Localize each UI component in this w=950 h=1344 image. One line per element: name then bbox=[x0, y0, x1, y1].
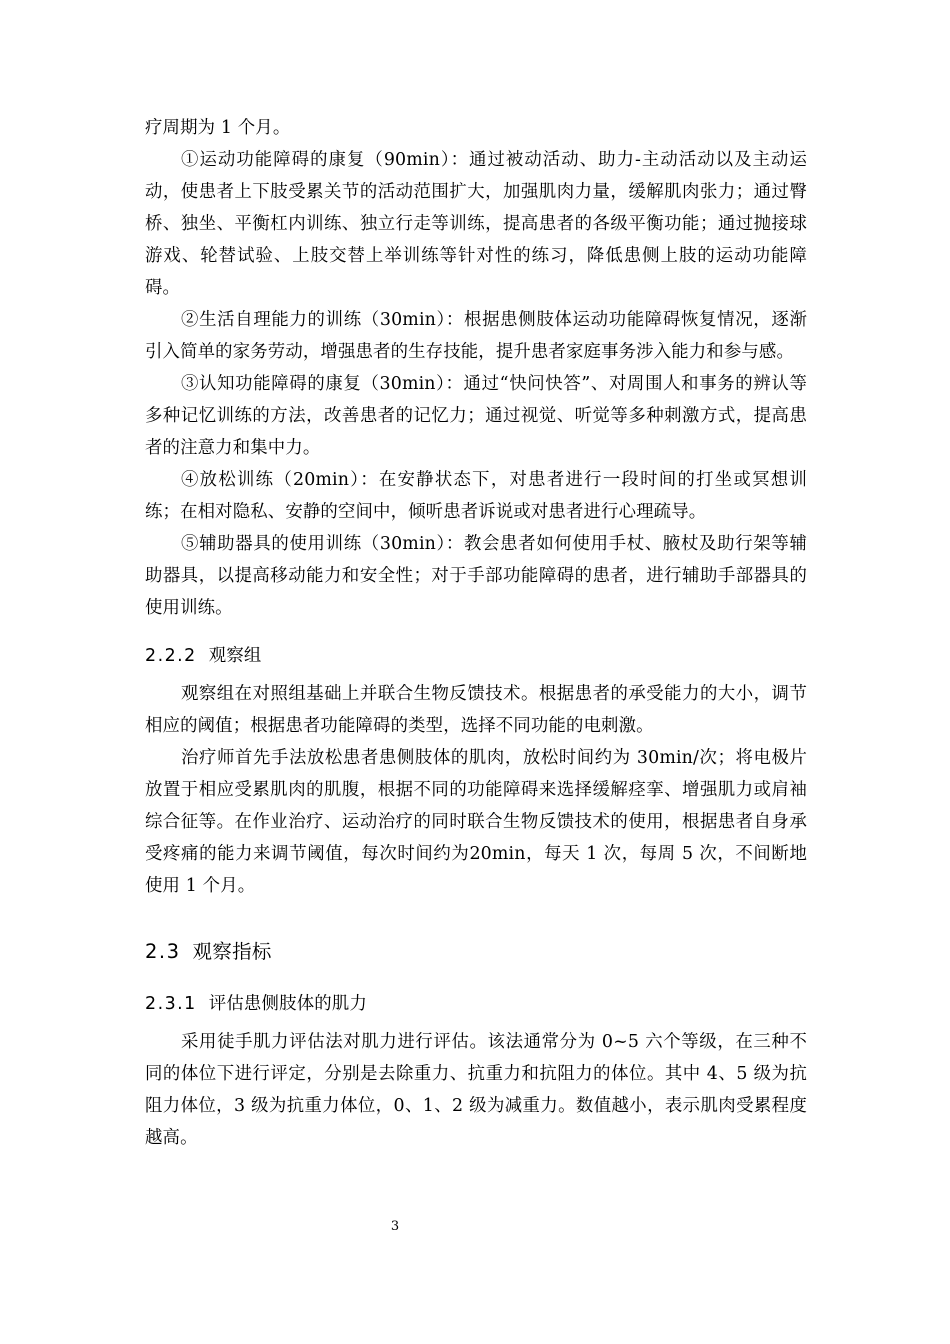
heading-2-3-title: 观察指标 bbox=[192, 940, 272, 963]
observation-group-para-1: 观察组在对照组基础上并联合生物反馈技术。根据患者的承受能力的大小，调节相应的阈值；根据患者功能障碍的类型，选择不同功能的电刺激。 bbox=[145, 684, 807, 736]
heading-2-3-1-number: 2.3.1 bbox=[145, 994, 197, 1014]
control-item-motor: ①运动功能障碍的康复（90min）：通过被动活动、助力-主动活动以及主动运动，使患者上下肢受累关节的活动范围扩大，加强肌肉力量，缓解肌肉张力；通过臀桥、独坐、平衡杠内训练、独立行走等训练，提高患者的各级平衡功能；通过抛接球游戏、轮替试验、上肢交替上举训练等针对性的练习，降低患侧上肢的运动功能障碍。 bbox=[145, 150, 807, 298]
heading-2-3-1 bbox=[145, 988, 807, 1020]
control-item-cognitive: ③认知功能障碍的康复（30min）：通过“快问快答”、对周围人和事务的辨认等多种记忆训练的方法，改善患者的记忆力；通过视觉、听觉等多种刺激方式，提高患者的注意力和集中力。 bbox=[145, 374, 807, 458]
control-item-assistive: ⑤辅助器具的使用训练（30min）：教会患者如何使用手杖、腋杖及助行架等辅助器具，以提高移动能力和安全性；对于手部功能障碍的患者，进行辅助手部器具的使用训练。 bbox=[145, 534, 807, 618]
page-number: 3 bbox=[390, 1219, 400, 1234]
heading-2-3-1-title: 评估患侧肢体的肌力 bbox=[208, 994, 368, 1014]
heading-2-3 bbox=[145, 936, 807, 968]
muscle-strength-para: 采用徒手肌力评估法对肌力进行评估。该法通常分为 0~5 六个等级，在三种不同的体位下进行评定，分别是去除重力、抗重力和抗阻力的体位。其中 4、5 级为抗阻力体位，3 级为抗重力体位，0、1、2 级为减重力。数值越小，表示肌肉受累程度越高。 bbox=[145, 1032, 807, 1148]
control-item-relaxation: ④放松训练（20min）：在安静状态下，对患者进行一段时间的打坐或冥想训练；在相对隐私、安静的空间中，倾听患者诉说或对患者进行心理疏导。 bbox=[145, 470, 807, 522]
heading-2-2-2 bbox=[145, 640, 807, 672]
opening-line: 疗周期为 1 个月。 bbox=[145, 118, 291, 138]
control-item-self-care: ②生活自理能力的训练（30min）：根据患侧肢体运动功能障碍恢复情况，逐渐引入简单的家务劳动，增强患者的生存技能，提升患者家庭事务涉入能力和参与感。 bbox=[145, 310, 807, 362]
heading-2-2-2-title: 观察组 bbox=[208, 646, 262, 666]
observation-group-para-2: 治疗师首先手法放松患者患侧肢体的肌肉，放松时间约为 30min/次；将电极片放置于相应受累肌肉的肌腹，根据不同的功能障碍来选择缓解痉挛、增强肌力或肩袖综合征等。在作业治疗、运动治疗的同时联合生物反馈技术的使用，根据患者自身承受疼痛的能力来调节阈值，每次时间约为20min，每天 1 次，每周 5 次，不间断地使用 1 个月。 bbox=[145, 748, 807, 896]
heading-2-2-2-number: 2.2.2 bbox=[145, 646, 197, 666]
page-content bbox=[145, 112, 807, 1154]
heading-2-3-number: 2.3 bbox=[145, 940, 181, 963]
